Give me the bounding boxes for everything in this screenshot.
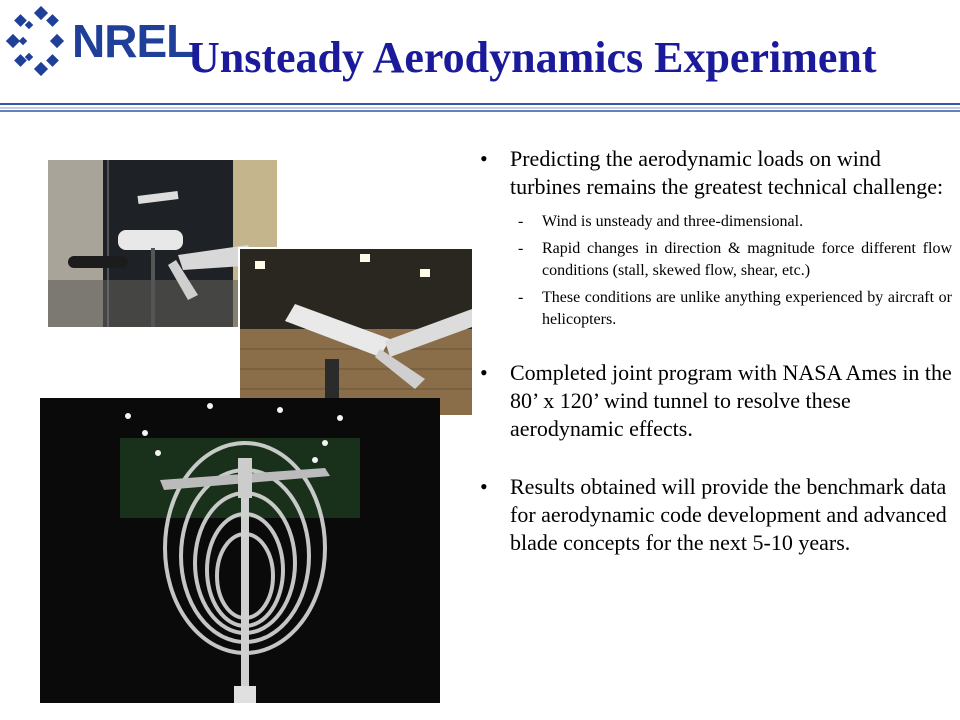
bullet-text: Completed joint program with NASA Ames in the 80’ x 120’ wind tunnel to resolve these aerodynamic effects. xyxy=(510,360,952,441)
sub-bullet-marker: - xyxy=(518,289,524,306)
logo-wordmark: NREL xyxy=(72,15,194,67)
sub-bullet-item xyxy=(518,238,952,282)
bullet-item xyxy=(474,145,952,201)
tip-vortex-visualization-photo xyxy=(40,398,440,703)
page-title: Unsteady Aerodynamics Experiment xyxy=(188,33,877,82)
sub-bullet-item xyxy=(518,287,952,331)
turbine-nacelle-closeup-photo xyxy=(238,247,472,415)
bullet-marker: • xyxy=(480,474,488,499)
sub-bullet-item xyxy=(518,211,952,233)
slide-content xyxy=(474,145,952,557)
bullet-text: Predicting the aerodynamic loads on wind turbines remains the greatest technical challenge: xyxy=(510,146,944,199)
sub-bullet-text: These conditions are unlike anything experienced by aircraft or helicopters. xyxy=(542,289,952,328)
sub-bullet-marker: - xyxy=(518,240,524,257)
nrel-logo xyxy=(6,6,196,76)
bullet-text: Results obtained will provide the benchmark data for aerodynamic code development and advanced blade concepts for the next 5-10 years. xyxy=(510,474,947,555)
sub-bullet-text: Rapid changes in direction & magnitude force different flow conditions (stall, skewed flow, shear, etc.) xyxy=(542,240,952,279)
nrel-sunburst-icon xyxy=(6,6,76,76)
sub-bullet-marker: - xyxy=(518,213,524,230)
bullet-marker: • xyxy=(480,360,488,385)
bullet-item xyxy=(474,473,952,557)
bullet-marker: • xyxy=(480,146,488,171)
title-divider xyxy=(0,102,960,114)
bullet-item xyxy=(474,359,952,443)
sub-bullet-text: Wind is unsteady and three-dimensional. xyxy=(542,213,804,230)
